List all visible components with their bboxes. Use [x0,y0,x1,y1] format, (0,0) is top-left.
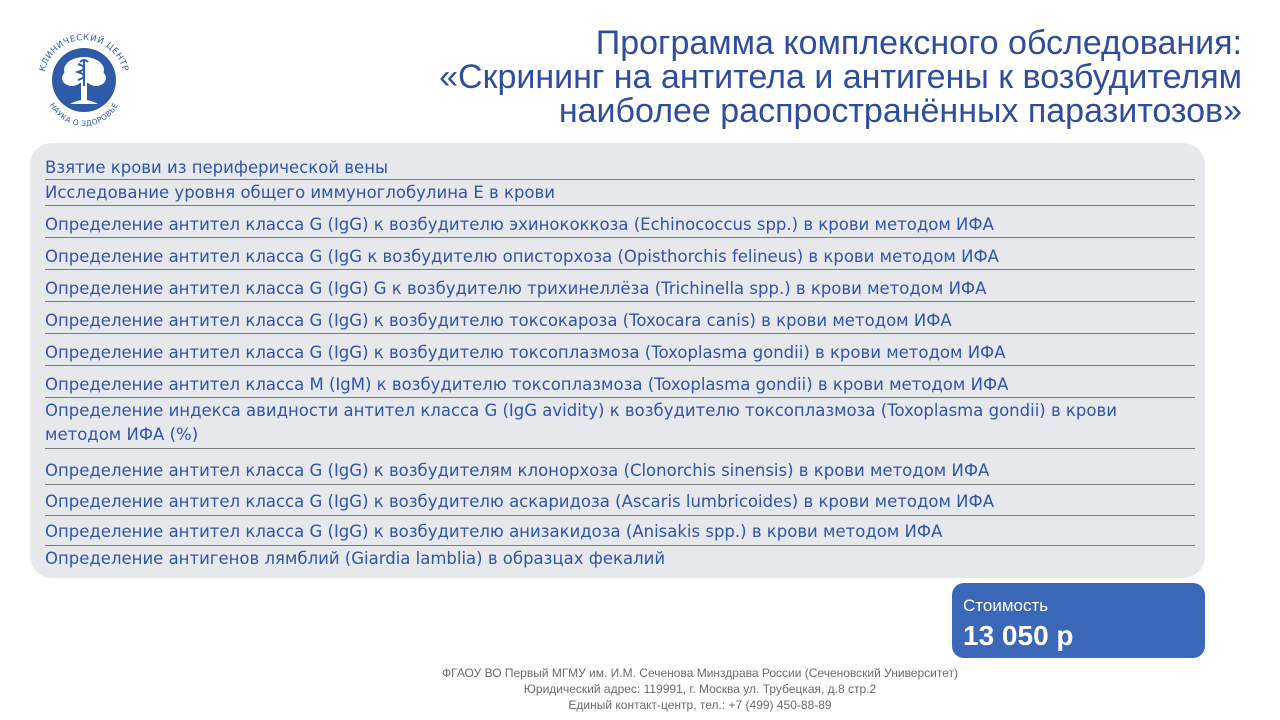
service-item: Исследование уровня общего иммуноглобулина Е в крови [45,181,1195,206]
price-box [952,583,1205,658]
service-item: Определение антител класса G (IgG) G к возбудителю трихинеллёза (Trichinella spp.) в крови методом ИФА [45,277,1195,302]
footer-address: Юридический адрес: 119991, г. Москва ул. Трубецкая, д.8 стр.2 [523,682,877,696]
service-item: Определение индекса авидности антител класса G (IgG avidity) к возбудителю токсоплазмоза (Toxoplasma gondii) в крови методом ИФА (%) [45,399,1195,449]
footer [300,665,1100,713]
title-line-2: «Скрининг на антитела и антигены к возбудителям [439,58,1242,96]
footer-org: ФГАОУ ВО Первый МГМУ им. И.М. Сеченова Минздрава России (Сеченовский Университет) [442,666,958,680]
title-line-1: Программа комплексного обследования: [595,24,1242,62]
service-item: Определение антител класса G (IgG) к возбудителю токсокароза (Toxocara canis) в крови методом ИФА [45,309,1195,334]
service-item: Взятие крови из периферической вены [45,156,1195,180]
service-item: Определение антител класса M (IgM) к возбудителю токсоплазмоза (Toxoplasma gondii) в крови методом ИФА [45,373,1195,398]
price-value: 13 050 р [963,620,1074,651]
price-label: Стоимость [963,596,1049,615]
title-line-3: наиболее распространённых паразитозов» [558,92,1242,130]
clinic-logo [30,26,138,134]
services-panel [30,143,1205,578]
service-item: Определение антител класса G (IgG) к возбудителю эхинококкоза (Echinococcus spp.) в крови методом ИФА [45,213,1195,238]
service-item: Определение антител класса G (IgG) к возбудителю токсоплазмоза (Toxoplasma gondii) в крови методом ИФА [45,341,1195,366]
service-item: Определение антител класса G (IgG) к возбудителям клонорхоза (Clonorchis sinensis) в крови методом ИФА [45,459,1195,485]
service-item: Определение антигенов лямблий (Giardia lamblia) в образцах фекалий [45,549,666,568]
logo-top-text: КЛИНИЧЕСКИЙ ЦЕНТР [37,32,131,73]
service-item: Определение антител класса G (IgG к возбудителю описторхоза (Opisthorchis felineus) в крови методом ИФА [45,245,1195,270]
service-item: Определение антител класса G (IgG) к возбудителю анизакидоза (Anisakis spp.) в крови методом ИФА [45,520,1195,546]
footer-contact: Единый контакт-центр, тел.: +7 (499) 450-88-89 [568,698,832,712]
page-title [342,26,1242,128]
service-item: Определение антител класса G (IgG) к возбудителю аскаридоза (Ascaris lumbricoides) в крови методом ИФА [45,490,1195,516]
logo-bottom-text: НАУКА О ЗДОРОВЬЕ [47,101,121,129]
